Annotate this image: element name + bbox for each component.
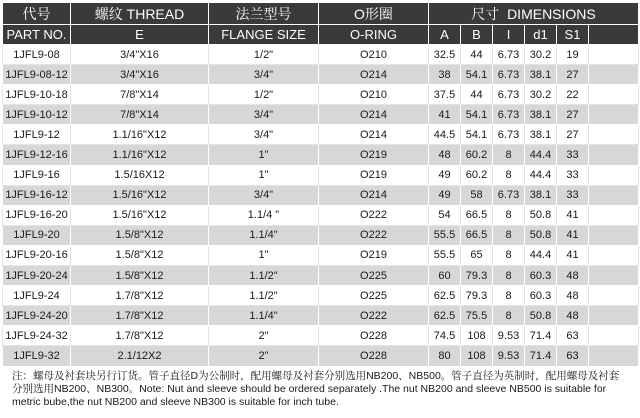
dim-b-cell: 60.2 — [461, 165, 493, 185]
flange-header-en: FLANGE SIZE — [209, 25, 319, 45]
flange-size-cell: 1/2" — [209, 85, 319, 105]
thread-header — [71, 3, 209, 25]
dim-a-cell: 37.5 — [429, 85, 461, 105]
table-row — [3, 245, 639, 265]
dim-b-cell: 108 — [461, 346, 493, 366]
dim-i-cell: 8 — [493, 205, 525, 225]
dim-s1-cell: 41 — [557, 245, 589, 265]
part-no-cell: 1JFL9-20-16 — [3, 245, 71, 265]
thread-header-cn: 螺纹 — [94, 5, 123, 22]
dim-d1-cell: 71.4 — [525, 346, 557, 366]
part-no-cell: 1JFL9-24 — [3, 286, 71, 306]
blank-cell — [589, 306, 639, 326]
dim-i-cell: 8 — [493, 286, 525, 306]
dimensions-header-cn: 尺寸 — [471, 5, 500, 22]
dim-s1-cell: 19 — [557, 45, 589, 65]
dim-s1-cell: 27 — [557, 105, 589, 125]
flange-size-cell: 2" — [209, 346, 319, 366]
dimensions-header — [429, 3, 639, 25]
dim-a-cell: 49 — [429, 185, 461, 205]
footnote-line: 注：螺母及衬套块另行订货。管子直径D为公制时，配用螺母及衬套分别选用NB200、NB500。管子直径为英制时，配用螺母及衬套 — [12, 369, 620, 382]
dim-a-cell: 80 — [429, 346, 461, 366]
thread-cell: 1.5/16X12 — [71, 165, 209, 185]
dim-header-b: B — [461, 25, 493, 45]
thread-cell: 1.1/16"X12 — [71, 145, 209, 165]
oring-cell: O214 — [319, 65, 429, 85]
dim-header-i: I — [493, 25, 525, 45]
blank-cell — [589, 245, 639, 265]
part-no-cell: 1JFL9-20 — [3, 225, 71, 245]
thread-cell: 7/8"X14 — [71, 105, 209, 125]
dim-s1-cell: 41 — [557, 205, 589, 225]
blank-cell — [589, 326, 639, 346]
dim-d1-cell: 60.3 — [525, 286, 557, 306]
dim-d1-cell: 50.8 — [525, 306, 557, 326]
flange-size-cell: 1" — [209, 165, 319, 185]
table-row — [3, 326, 639, 346]
dim-i-cell: 8 — [493, 306, 525, 326]
dim-i-cell: 8 — [493, 145, 525, 165]
dim-b-cell: 54.1 — [461, 65, 493, 85]
blank-cell — [589, 145, 639, 165]
part-no-cell: 1JFL9-24-20 — [3, 306, 71, 326]
thread-cell: 1.5/8"X12 — [71, 225, 209, 245]
dim-b-cell: 54.1 — [461, 105, 493, 125]
thread-cell: 2.1/12X2 — [71, 346, 209, 366]
dim-a-cell: 62.5 — [429, 306, 461, 326]
footnote-line: 分别选用NB200、NB300。Note: Nut and sleeve should be ordered separately .The nut NB200 and sleeve NB500 is suitable for — [12, 382, 607, 395]
thread-cell: 1.5/16"X12 — [71, 205, 209, 225]
blank-cell — [589, 266, 639, 286]
dim-i-cell: 8 — [493, 165, 525, 185]
table-row — [3, 266, 639, 286]
fitting-spec-table — [2, 2, 639, 367]
dim-i-cell: 9.53 — [493, 346, 525, 366]
flange-size-cell: 1.1/2" — [209, 266, 319, 286]
dim-b-cell: 60.2 — [461, 145, 493, 165]
dim-b-cell: 108 — [461, 326, 493, 346]
dim-s1-cell: 33 — [557, 165, 589, 185]
blank-cell — [589, 225, 639, 245]
oring-cell: O214 — [319, 125, 429, 145]
oring-cell: O210 — [319, 85, 429, 105]
dim-s1-cell: 22 — [557, 85, 589, 105]
thread-cell: 1.5/8"X12 — [71, 266, 209, 286]
dim-i-cell: 8 — [493, 225, 525, 245]
oring-cell: O225 — [319, 266, 429, 286]
flange-size-cell: 1" — [209, 145, 319, 165]
dim-d1-cell: 60.3 — [525, 266, 557, 286]
dim-s1-cell: 63 — [557, 326, 589, 346]
blank-cell — [589, 165, 639, 185]
thread-header-en: THREAD — [126, 5, 185, 22]
dim-header-s1: S1 — [557, 25, 589, 45]
part-no-cell: 1JFL9-16-12 — [3, 185, 71, 205]
oring-cell: O219 — [319, 165, 429, 185]
table-row — [3, 85, 639, 105]
part-no-cell: 1JFL9-20-24 — [3, 266, 71, 286]
oring-cell: O210 — [319, 45, 429, 65]
dim-d1-cell: 50.8 — [525, 205, 557, 225]
oring-cell: O228 — [319, 326, 429, 346]
flange-header-cn: 法兰型号 — [209, 3, 319, 25]
dim-s1-cell: 33 — [557, 185, 589, 205]
dim-d1-cell: 38.1 — [525, 125, 557, 145]
part-no-cell: 1JFL9-08-12 — [3, 65, 71, 85]
dim-b-cell: 66.5 — [461, 225, 493, 245]
dim-s1-cell: 27 — [557, 125, 589, 145]
dim-i-cell: 9.53 — [493, 326, 525, 346]
dim-i-cell: 6.73 — [493, 45, 525, 65]
table-row — [3, 65, 639, 85]
dim-header-a: A — [429, 25, 461, 45]
dim-a-cell: 44.5 — [429, 125, 461, 145]
table-row — [3, 105, 639, 125]
spec-table-body — [3, 45, 639, 367]
dim-d1-cell: 44.4 — [525, 165, 557, 185]
table-row — [3, 346, 639, 366]
part-no-cell: 1JFL9-12 — [3, 125, 71, 145]
dim-a-cell: 48 — [429, 145, 461, 165]
part-no-cell: 1JFL9-32 — [3, 346, 71, 366]
oring-cell: O228 — [319, 346, 429, 366]
spec-sheet — [2, 2, 638, 409]
thread-cell: 1.5/8"X12 — [71, 245, 209, 265]
dim-i-cell: 6.73 — [493, 125, 525, 145]
dim-s1-cell: 41 — [557, 225, 589, 245]
dimensions-header-en: DIMENSIONS — [507, 5, 596, 22]
dim-d1-cell: 44.4 — [525, 145, 557, 165]
thread-cell: 3/4"X16 — [71, 65, 209, 85]
dim-s1-cell: 48 — [557, 266, 589, 286]
thread-cell: 3/4"X16 — [71, 45, 209, 65]
flange-size-cell: 1.1/4 " — [209, 205, 319, 225]
dim-a-cell: 62.5 — [429, 286, 461, 306]
flange-size-cell: 1/2" — [209, 45, 319, 65]
dim-a-cell: 60 — [429, 266, 461, 286]
part-no-cell: 1JFL9-16-20 — [3, 205, 71, 225]
table-row — [3, 125, 639, 145]
part-no-header-en: PART NO. — [3, 25, 71, 45]
dim-b-cell: 75.5 — [461, 306, 493, 326]
blank-cell — [589, 286, 639, 306]
dim-a-cell: 54 — [429, 205, 461, 225]
dim-i-cell: 8 — [493, 245, 525, 265]
oring-cell: O222 — [319, 306, 429, 326]
flange-size-cell: 1.1/2" — [209, 286, 319, 306]
dim-b-cell: 66.5 — [461, 205, 493, 225]
part-no-cell: 1JFL9-24-32 — [3, 326, 71, 346]
dim-i-cell: 6.73 — [493, 85, 525, 105]
flange-size-cell: 3/4" — [209, 125, 319, 145]
oring-cell: O214 — [319, 105, 429, 125]
flange-size-cell: 3/4" — [209, 185, 319, 205]
oring-cell: O222 — [319, 205, 429, 225]
dim-a-cell: 55.5 — [429, 245, 461, 265]
part-no-cell: 1JFL9-10-12 — [3, 105, 71, 125]
dim-i-cell: 6.73 — [493, 185, 525, 205]
thread-cell: 1.5/16"X12 — [71, 185, 209, 205]
oring-cell: O219 — [319, 145, 429, 165]
thread-cell: 7/8"X14 — [71, 85, 209, 105]
flange-size-cell: 1" — [209, 245, 319, 265]
part-no-cell: 1JFL9-16 — [3, 165, 71, 185]
dim-s1-cell: 27 — [557, 65, 589, 85]
table-row — [3, 145, 639, 165]
dim-b-cell: 65 — [461, 245, 493, 265]
oring-header-en: O-RING — [319, 25, 429, 45]
dim-a-cell: 41 — [429, 105, 461, 125]
dim-a-cell: 49 — [429, 165, 461, 185]
flange-size-cell: 3/4" — [209, 105, 319, 125]
blank-cell — [589, 105, 639, 125]
oring-cell: O225 — [319, 286, 429, 306]
dim-d1-cell: 50.8 — [525, 225, 557, 245]
flange-size-cell: 3/4" — [209, 65, 319, 85]
thread-cell: 1.7/8"X12 — [71, 306, 209, 326]
dim-i-cell: 6.73 — [493, 65, 525, 85]
dim-b-cell: 79.3 — [461, 266, 493, 286]
dim-b-cell: 79.3 — [461, 286, 493, 306]
oring-cell: O222 — [319, 225, 429, 245]
flange-size-cell: 1.1/4" — [209, 306, 319, 326]
dim-d1-cell: 38.1 — [525, 65, 557, 85]
dim-s1-cell: 48 — [557, 306, 589, 326]
dim-a-cell: 74.5 — [429, 326, 461, 346]
part-no-cell: 1JFL9-08 — [3, 45, 71, 65]
thread-cell: 1.7/8"X12 — [71, 326, 209, 346]
dim-s1-cell: 33 — [557, 145, 589, 165]
blank-header-cell — [589, 25, 639, 45]
blank-cell — [589, 185, 639, 205]
blank-cell — [589, 346, 639, 366]
table-row — [3, 185, 639, 205]
dim-s1-cell: 63 — [557, 346, 589, 366]
thread-cell: 1.7/8"X12 — [71, 286, 209, 306]
dim-a-cell: 32.5 — [429, 45, 461, 65]
oring-header-cn: O形圈 — [319, 3, 429, 25]
part-no-cell: 1JFL9-10-18 — [3, 85, 71, 105]
dim-s1-cell: 48 — [557, 286, 589, 306]
part-no-cell: 1JFL9-12-16 — [3, 145, 71, 165]
table-row — [3, 225, 639, 245]
footnote-line: metric bube,the nut NB200 and sleeve NB300 is suitable for inch tube. — [12, 395, 339, 408]
blank-cell — [589, 125, 639, 145]
blank-cell — [589, 85, 639, 105]
table-row — [3, 165, 639, 185]
thread-cell: 1.1/16"X12 — [71, 125, 209, 145]
flange-size-cell: 1.1/4" — [209, 225, 319, 245]
dim-d1-cell: 38.1 — [525, 185, 557, 205]
dim-b-cell: 58 — [461, 185, 493, 205]
thread-subheader: E — [71, 25, 209, 45]
table-row — [3, 286, 639, 306]
dim-b-cell: 44 — [461, 85, 493, 105]
table-row — [3, 45, 639, 65]
dim-d1-cell: 30.2 — [525, 85, 557, 105]
dim-d1-cell: 30.2 — [525, 45, 557, 65]
dim-i-cell: 8 — [493, 266, 525, 286]
blank-cell — [589, 65, 639, 85]
dim-b-cell: 44 — [461, 45, 493, 65]
dim-a-cell: 55.5 — [429, 225, 461, 245]
dim-b-cell: 54.1 — [461, 125, 493, 145]
oring-cell: O219 — [319, 245, 429, 265]
dim-d1-cell: 44.4 — [525, 245, 557, 265]
part-no-header-cn: 代号 — [3, 3, 71, 25]
oring-cell: O214 — [319, 185, 429, 205]
footnote — [2, 367, 638, 409]
blank-cell — [589, 205, 639, 225]
dim-d1-cell: 38.1 — [525, 105, 557, 125]
table-row — [3, 306, 639, 326]
dim-i-cell: 6.73 — [493, 105, 525, 125]
flange-size-cell: 2" — [209, 326, 319, 346]
dim-header-d1: d1 — [525, 25, 557, 45]
dim-a-cell: 38 — [429, 65, 461, 85]
dim-d1-cell: 71.4 — [525, 326, 557, 346]
table-row — [3, 205, 639, 225]
blank-cell — [589, 45, 639, 65]
